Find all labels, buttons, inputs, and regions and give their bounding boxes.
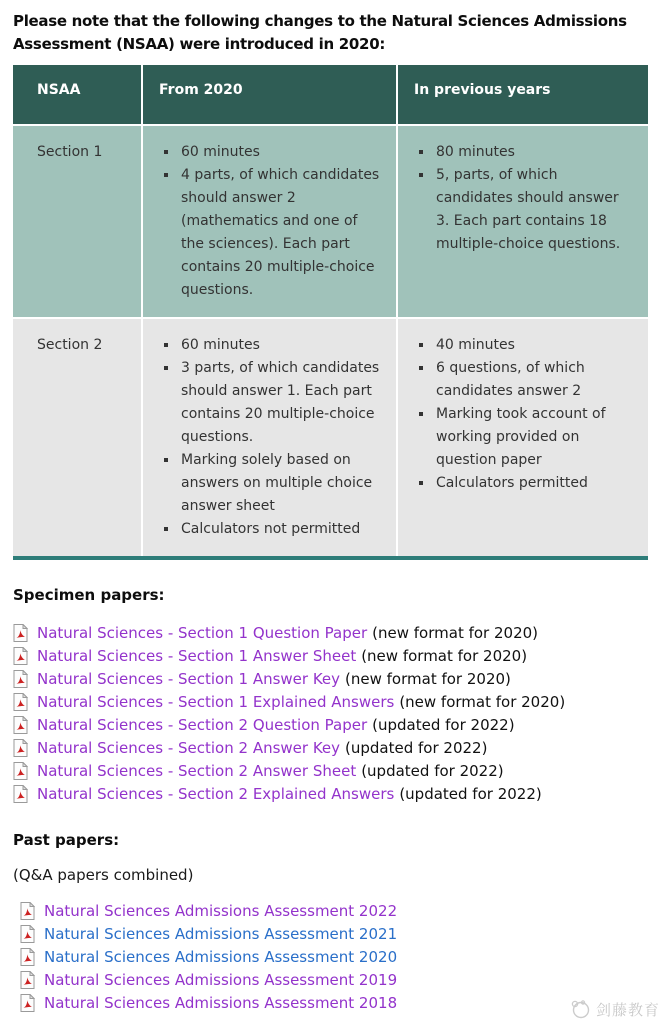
pdf-link-row bbox=[13, 644, 656, 667]
list-item: ▪ 40 minutes bbox=[434, 334, 636, 357]
list-item: ▪ Calculators permitted bbox=[434, 472, 636, 495]
bullet-list bbox=[398, 334, 640, 495]
pdf-link-row bbox=[13, 621, 656, 644]
pdf-link-row bbox=[13, 759, 656, 782]
bullet-list bbox=[398, 141, 640, 256]
pdf-file-icon bbox=[13, 785, 28, 803]
specimen-links-list bbox=[13, 621, 656, 805]
list-item: ▪ 3 parts, of which candidates should answer 1. Each part contains 20 multiple-choice questions. bbox=[179, 357, 384, 449]
past-paper-link[interactable]: Natural Sciences Admissions Assessment 2019 bbox=[44, 970, 398, 989]
section-1-label: Section 1 bbox=[13, 125, 142, 318]
list-item: ▪ 80 minutes bbox=[434, 141, 636, 164]
pdf-file-icon bbox=[13, 693, 28, 711]
pdf-file-icon bbox=[13, 647, 28, 665]
pdf-link-row bbox=[20, 945, 656, 968]
section-1-from-2020-cell bbox=[142, 125, 397, 318]
past-links-list bbox=[13, 899, 656, 1014]
link-suffix: (new format for 2020) bbox=[345, 669, 511, 688]
specimen-link[interactable]: Natural Sciences - Section 2 Explained Answers bbox=[37, 784, 395, 803]
list-item: ▪ Marking took account of working provided on question paper bbox=[434, 403, 636, 472]
link-suffix: (new format for 2020) bbox=[372, 623, 539, 642]
past-paper-link[interactable]: Natural Sciences Admissions Assessment 2021 bbox=[44, 924, 398, 943]
pdf-file-icon bbox=[13, 762, 28, 780]
past-papers-heading: Past papers: bbox=[13, 831, 120, 849]
qa-combined-note: (Q&A papers combined) bbox=[13, 866, 194, 884]
pdf-link-row bbox=[20, 899, 656, 922]
pdf-file-icon bbox=[20, 948, 35, 966]
watermark-logo-icon bbox=[569, 998, 591, 1020]
past-paper-link[interactable]: Natural Sciences Admissions Assessment 2022 bbox=[44, 901, 398, 920]
list-item: ▪ 60 minutes bbox=[179, 141, 384, 164]
bullet-list bbox=[143, 334, 388, 541]
pdf-link-row bbox=[20, 968, 656, 991]
pdf-file-icon bbox=[20, 994, 35, 1012]
pdf-file-icon bbox=[20, 925, 35, 943]
past-paper-link[interactable]: Natural Sciences Admissions Assessment 2020 bbox=[44, 947, 398, 966]
link-suffix: (updated for 2022) bbox=[345, 738, 488, 757]
table-header-previous-years: In previous years bbox=[397, 65, 648, 125]
pdf-file-icon bbox=[13, 670, 28, 688]
section-2-previous-cell bbox=[397, 318, 648, 558]
pdf-link-row bbox=[13, 667, 656, 690]
pdf-link-row bbox=[13, 713, 656, 736]
pdf-file-icon bbox=[20, 971, 35, 989]
table-header-from-2020: From 2020 bbox=[142, 65, 397, 125]
pdf-file-icon bbox=[13, 624, 28, 642]
intro-text: Please note that the following changes to the Natural Sciences Admissions Assessment (NSAA) were introduced in 2020: bbox=[13, 12, 627, 53]
specimen-link[interactable]: Natural Sciences - Section 1 Question Paper bbox=[37, 623, 368, 642]
table-row-section-2 bbox=[13, 318, 648, 558]
specimen-link[interactable]: Natural Sciences - Section 1 Answer Key bbox=[37, 669, 341, 688]
table-header-row bbox=[13, 65, 648, 125]
section-1-previous-cell bbox=[397, 125, 648, 318]
link-suffix: (new format for 2020) bbox=[399, 692, 566, 711]
specimen-link[interactable]: Natural Sciences - Section 1 Answer Sheet bbox=[37, 646, 357, 665]
specimen-link[interactable]: Natural Sciences - Section 2 Answer Sheet bbox=[37, 761, 357, 780]
bullet-list bbox=[143, 141, 388, 302]
nsaa-changes-table bbox=[13, 65, 648, 560]
section-2-from-2020-cell bbox=[142, 318, 397, 558]
pdf-link-row bbox=[20, 922, 656, 945]
list-item: ▪ Marking solely based on answers on multiple choice answer sheet bbox=[179, 449, 384, 518]
link-suffix: (updated for 2022) bbox=[399, 784, 542, 803]
pdf-link-row bbox=[13, 782, 656, 805]
list-item: ▪ 6 questions, of which candidates answer 2 bbox=[434, 357, 636, 403]
list-item: ▪ 5, parts, of which candidates should answer 3. Each part contains 18 multiple-choice questions. bbox=[434, 164, 636, 256]
link-suffix: (updated for 2022) bbox=[372, 715, 515, 734]
watermark-text: 剑藤教育 bbox=[595, 1000, 660, 1019]
watermark bbox=[569, 998, 660, 1020]
specimen-link[interactable]: Natural Sciences - Section 2 Question Paper bbox=[37, 715, 368, 734]
pdf-link-row bbox=[20, 991, 656, 1014]
list-item: ▪ 60 minutes bbox=[179, 334, 384, 357]
table-row-section-1 bbox=[13, 125, 648, 318]
pdf-link-row bbox=[13, 690, 656, 713]
link-suffix: (new format for 2020) bbox=[361, 646, 528, 665]
specimen-link[interactable]: Natural Sciences - Section 2 Answer Key bbox=[37, 738, 341, 757]
specimen-link[interactable]: Natural Sciences - Section 1 Explained Answers bbox=[37, 692, 395, 711]
specimen-papers-heading: Specimen papers: bbox=[13, 586, 165, 604]
pdf-file-icon bbox=[13, 716, 28, 734]
list-item: ▪ 4 parts, of which candidates should answer 2 (mathematics and one of the sciences). Each part contains 20 multiple-choice questions. bbox=[179, 164, 384, 302]
table-header-nsaa: NSAA bbox=[13, 65, 142, 125]
section-2-label: Section 2 bbox=[13, 318, 142, 558]
pdf-file-icon bbox=[20, 902, 35, 920]
link-suffix: (updated for 2022) bbox=[361, 761, 504, 780]
pdf-file-icon bbox=[13, 739, 28, 757]
list-item: ▪ Calculators not permitted bbox=[179, 518, 384, 541]
past-paper-link[interactable]: Natural Sciences Admissions Assessment 2018 bbox=[44, 993, 398, 1012]
pdf-link-row bbox=[13, 736, 656, 759]
